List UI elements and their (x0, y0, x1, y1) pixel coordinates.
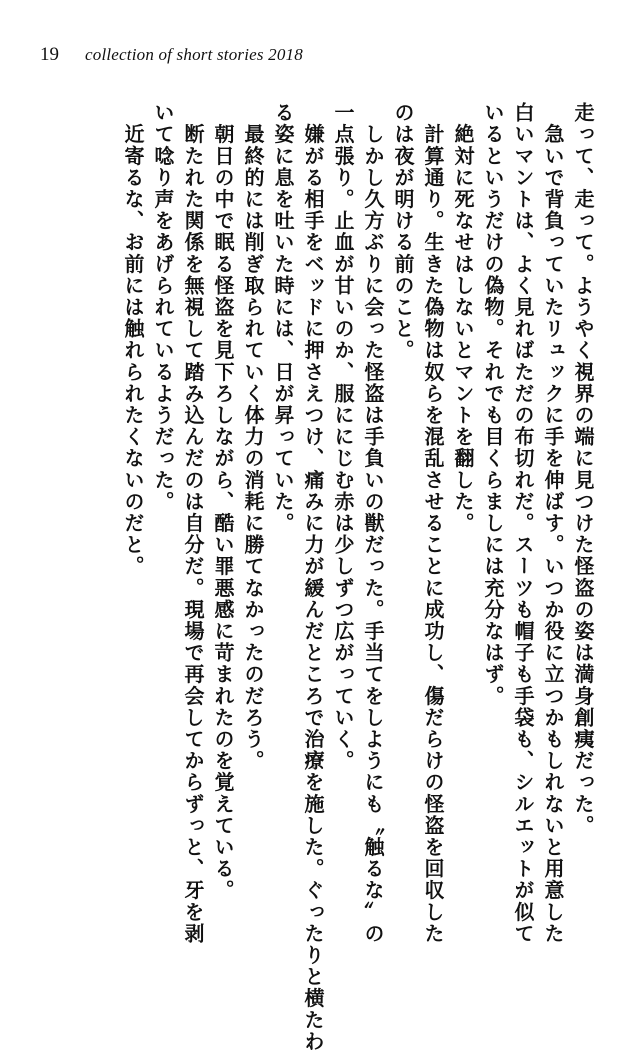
text-line: 一点張り。止血が甘いのか、服ににじむ赤は少しずつ広がっていく。 (331, 102, 355, 772)
text-line: る姿に息を吐いた時には、日が昇っていた。 (271, 102, 295, 534)
text-line: 近寄るな、お前には触れられたくないのだと。 (121, 102, 145, 578)
text-line: 嫌がる相手をベッドに押さえつけ、痛みに力が緩んだところで治療を施した。ぐったりと横たわ (301, 102, 325, 1052)
page-header (40, 44, 303, 72)
page-number: 19 (40, 44, 59, 65)
text-line: のは夜が明ける前のこと。 (391, 102, 415, 362)
text-line: 計算通り。生きた偽物は奴らを混乱させることに成功し、傷だらけの怪盗を回収した (421, 102, 445, 945)
text-line: いるというだけの偽物。それでも目くらましには充分なはず。 (481, 102, 505, 707)
text-line: 走って、走って。ようやく視界の端に見つけた怪盗の姿は満身創痍だった。 (571, 102, 595, 837)
vertical-body-text (118, 102, 598, 1052)
text-line: 最終的には削ぎ取られていく体力の消耗に勝てなかったのだろう。 (241, 102, 265, 772)
text-line: 白いマントは、よく見ればただの布切れだ。スーツも帽子も手袋も、シルエットが似て (511, 102, 535, 945)
text-line: 断たれた関係を無視して踏み込んだのは自分だ。現場で再会してからずっと、牙を剥 (181, 102, 205, 945)
text-line: いて唸り声をあげられているようだった。 (151, 102, 175, 513)
text-line: しかし久方ぶりに会った怪盗は手負いの獣だった。手当てをしようにも〝触るな〟の (361, 102, 385, 945)
text-line: 絶対に死なせはしないとマントを翻した。 (451, 102, 475, 534)
running-title: collection of short stories 2018 (85, 45, 303, 64)
text-line: 朝日の中で眠る怪盗を見下ろしながら、酷い罪悪感に苛まれたのを覚えている。 (211, 102, 235, 902)
text-line: 急いで背負っていたリュックに手を伸ばす。いつか役に立つかもしれないと用意した (541, 102, 565, 945)
